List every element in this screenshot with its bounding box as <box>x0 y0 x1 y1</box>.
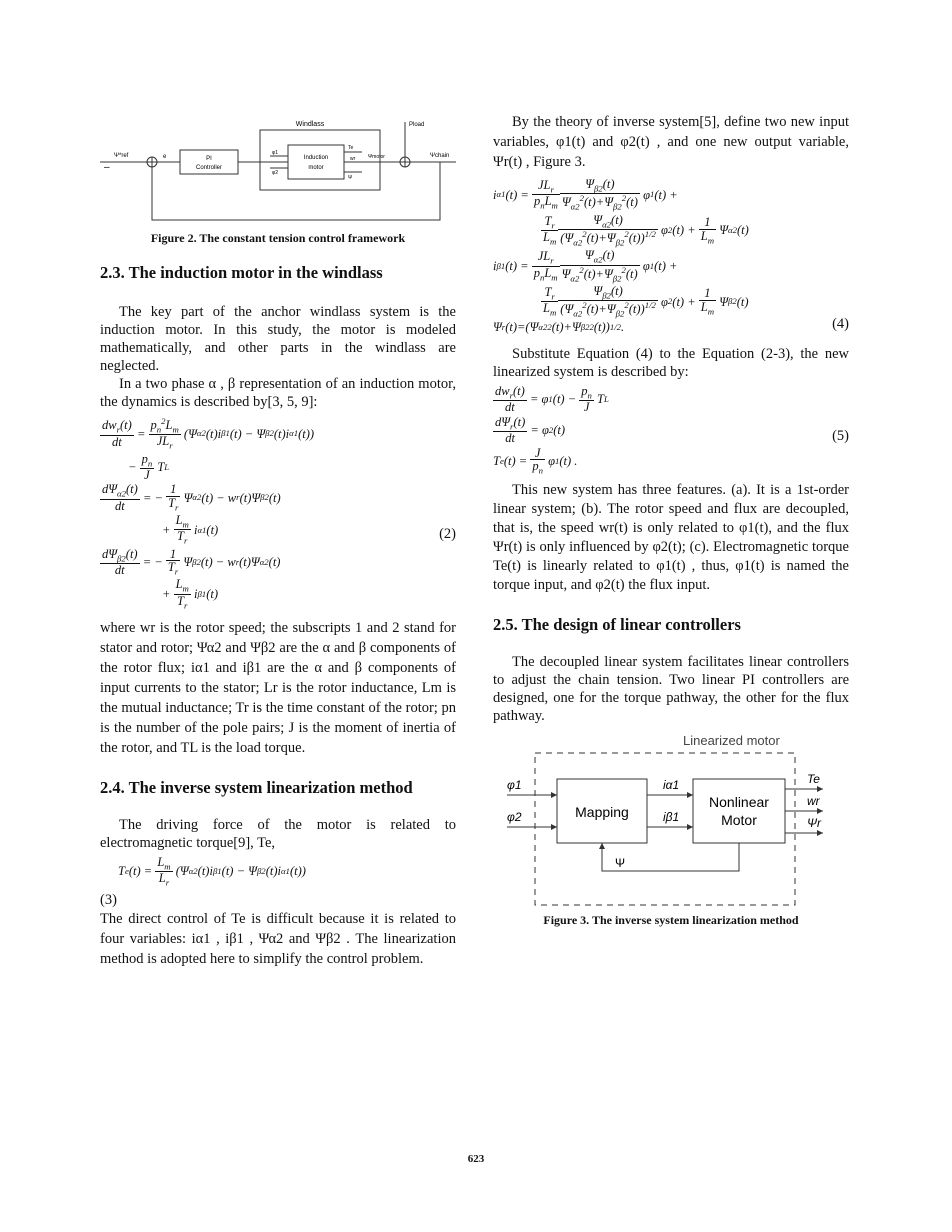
section-2-3-para-2: In a two phase α , β representation of an induction motor, the dynamics is described by[3, 5, 9]: <box>100 376 456 410</box>
figure-3-diagram <box>493 731 849 911</box>
fig3-phi1-label: φ1 <box>507 778 522 793</box>
page-number: 623 <box>467 1153 485 1165</box>
equation-3: T e (t) = $\frac{L_m}{L_r}$ (Ψ α2 (t)i β1 (t) − Ψ β2 (t)i α1 (t)) <box>118 854 306 888</box>
fig3-phi2-label: φ2 <box>507 810 522 825</box>
fig3-ia1-label: iα1 <box>663 778 680 793</box>
fig2-load-label: Pload <box>409 122 425 128</box>
figure-2-caption: Figure 2. The constant tension control framework <box>150 231 406 245</box>
fig3-motor-label: Motor <box>721 812 757 829</box>
section-2-5-para-1: The decoupled linear system facilitates linear controllers to adjust the chain tension. Two linear PI controllers are designed, one for the torque pathway, the other for the flux pathway. <box>493 654 849 725</box>
left-column <box>100 112 456 969</box>
equation-4-number: (4) <box>832 315 849 332</box>
fig2-mid-label: Ψmotor <box>368 154 385 160</box>
fig2-motor-label: Induction <box>303 155 329 161</box>
fig2-psi-label: Ψ <box>348 175 353 181</box>
fig2-phi1-label: φ1 <box>272 150 279 156</box>
figure-2-diagram <box>100 112 456 227</box>
fig2-pi-label: PI <box>206 156 212 162</box>
equation-5: $\frac{dw_r(t)}{dt}$ = φ 1 (t) − $\frac{p_n}{J}$ T L $\frac{d\Psi_r(t)}{dt}$ = φ 2 (t) T e (t) = $\frac{J}{p_n}$ φ 1 (t) . (5) <box>493 384 849 476</box>
right-para-1: By the theory of inverse system[5], define two new input variables, φ1(t) and φ2(t) , and one new output variable, Ψr(t) , Figure 3. <box>493 114 849 170</box>
fig3-nonlinear-block <box>693 779 785 843</box>
fig3-psir-label: Ψr <box>807 816 821 831</box>
fig2-te-label: Te <box>348 145 354 151</box>
fig2-e-label: e <box>163 154 167 160</box>
equation-2: $\frac{dw_r(t)}{dt}$ = $\frac{p_n^2L_m}{JL_r}$ (Ψ α2 (t)i β1 (t) − Ψ β2 (t)i α1 (t)) − $\frac{p_n}{J}$ T L $\frac{d\Psi_{\alpha 2}(t)}{dt}$ = − $\frac{1}{T_r}$ Ψ α2 (t) − w r (t)Ψ β2 (t) + $\frac{L_m}{T_r}$ i α1 (t) $\frac{d\Psi_{\beta 2}(t)}{dt}$ = − $\frac{1}{T_r}$ Ψ β2 (t) − w r (t)Ψ α2 (t) + $\frac{L_m}{T_r}$ i β1 (t) (2) <box>102 416 456 611</box>
fig3-ib1-label: iβ1 <box>663 810 680 825</box>
fig2-wr-label: wr <box>350 156 356 162</box>
equation-3-number: (3) <box>100 892 117 909</box>
equation-4: i α1 (t) = $\frac{JL_r}{p_nL_m}$ $\frac{\Psi_{\beta 2}(t)}{\Psi_{\alpha 2}^2(t)+\Psi_{\beta 2}^2(t)}$ φ 1 (t) + $\frac{T_r}{L_m}$ $\frac{\Psi_{\alpha 2}(t)}{(\Psi_{\alpha 2}^2(t)+\Psi_{\beta 2}^2(t))^{1/2}}$ φ 2 (t) + $\frac{1}{L_m}$ Ψ α2 (t) i β1 (t) = $\frac{JL_r}{p_nL_m}$ $\frac{\Psi_{\alpha 2}(t)}{\Psi_{\alpha 2}^2(t)+\Psi_{\beta 2}^2(t)}$ φ 1 (t) + $\frac{T_r}{L_m}$ $\frac{\Psi_{\beta 2}(t)}{(\Psi_{\alpha 2}^2(t)+\Psi_{\beta 2}^2(t))^{1/2}}$ φ 2 (t) + $\frac{1}{L_m}$ Ψ β2 (t) Ψ r (t)=(Ψ α2 2 (t)+Ψ β2 2 (t)) 1/2 . (4) <box>493 177 849 334</box>
fig3-wr-label: wr <box>807 794 820 809</box>
fig2-windlass-label: Windlass <box>295 121 325 128</box>
fig3-title: Linearized motor <box>683 733 780 749</box>
section-2-3-heading: 2.3. The induction motor in the windlass <box>100 263 383 282</box>
right-para-3: This new system has three features. (a). It is a 1st-order linear system; (b). The rotor speed and flux are decoupled, that is, the speed wr(t) is only related to φ1(t), and the flux Ψr(t) is only influenced by φ2(t); (c). Electromagnetic torque Te(t) is linearly related to φ1(t) , thus, φ1(t) is named the torque input, and φ2(t) the flux input. <box>493 482 849 594</box>
right-column <box>493 112 849 927</box>
fig3-nonlinear-label: Nonlinear <box>709 794 769 811</box>
fig3-psi-label: Ψ <box>615 856 626 871</box>
section-2-5-heading: 2.5. The design of linear controllers <box>493 615 741 635</box>
figure-3-caption: Figure 3. The inverse system linearization method <box>543 913 799 928</box>
section-2-4-heading: 2.4. The inverse system linearization method <box>100 777 413 797</box>
right-para-2: Substitute Equation (4) to the Equation (2-3), the new linearized system is described by: <box>493 346 849 381</box>
fig2-pi-label-2: Controller <box>195 165 223 171</box>
equation-5-number: (5) <box>832 428 849 445</box>
section-2-4-para-2: The direct control of Te is difficult because it is related to four variables: iα1 , iβ1 , Ψα2 and Ψβ2 . The linearization method is adopted here to simplify the control problem. <box>100 911 456 968</box>
section-2-3-para-1: The key part of the anchor windlass system is the induction motor. In this study, the motor is modeled mathematically, and other parts in the windlass are neglected. <box>100 304 456 374</box>
equation-2-number: (2) <box>439 526 456 542</box>
fig2-phi2-label: φ2 <box>272 170 279 176</box>
fig2-out-label: Ψchain <box>430 153 450 159</box>
fig3-mapping-label: Mapping <box>575 804 629 821</box>
fig3-te-label: Te <box>807 772 820 787</box>
fig2-ref-label: Ψ*ref <box>114 153 129 159</box>
section-2-4-para-1: The driving force of the motor is related to electromagnetic torque[9], Te, <box>100 816 456 851</box>
fig2-motor-label-2: motor <box>308 165 324 171</box>
section-2-3-where: where wr is the rotor speed; the subscripts 1 and 2 stand for stator and rotor; Ψα2 and Ψβ2 are the α and β components of the rotor flux; iα1 and iβ1 are the α and β components of input currents to the stator; Lr is the rotor inductance, Lm is the mutual inductance; Tr is the time constant of the rotor; pn is the number of the pole pairs; J is the moment of inertia of the rotor, and TL is the load torque. <box>100 619 456 756</box>
svg-text:–: – <box>104 162 110 173</box>
fig3-linearized-box <box>535 753 795 905</box>
